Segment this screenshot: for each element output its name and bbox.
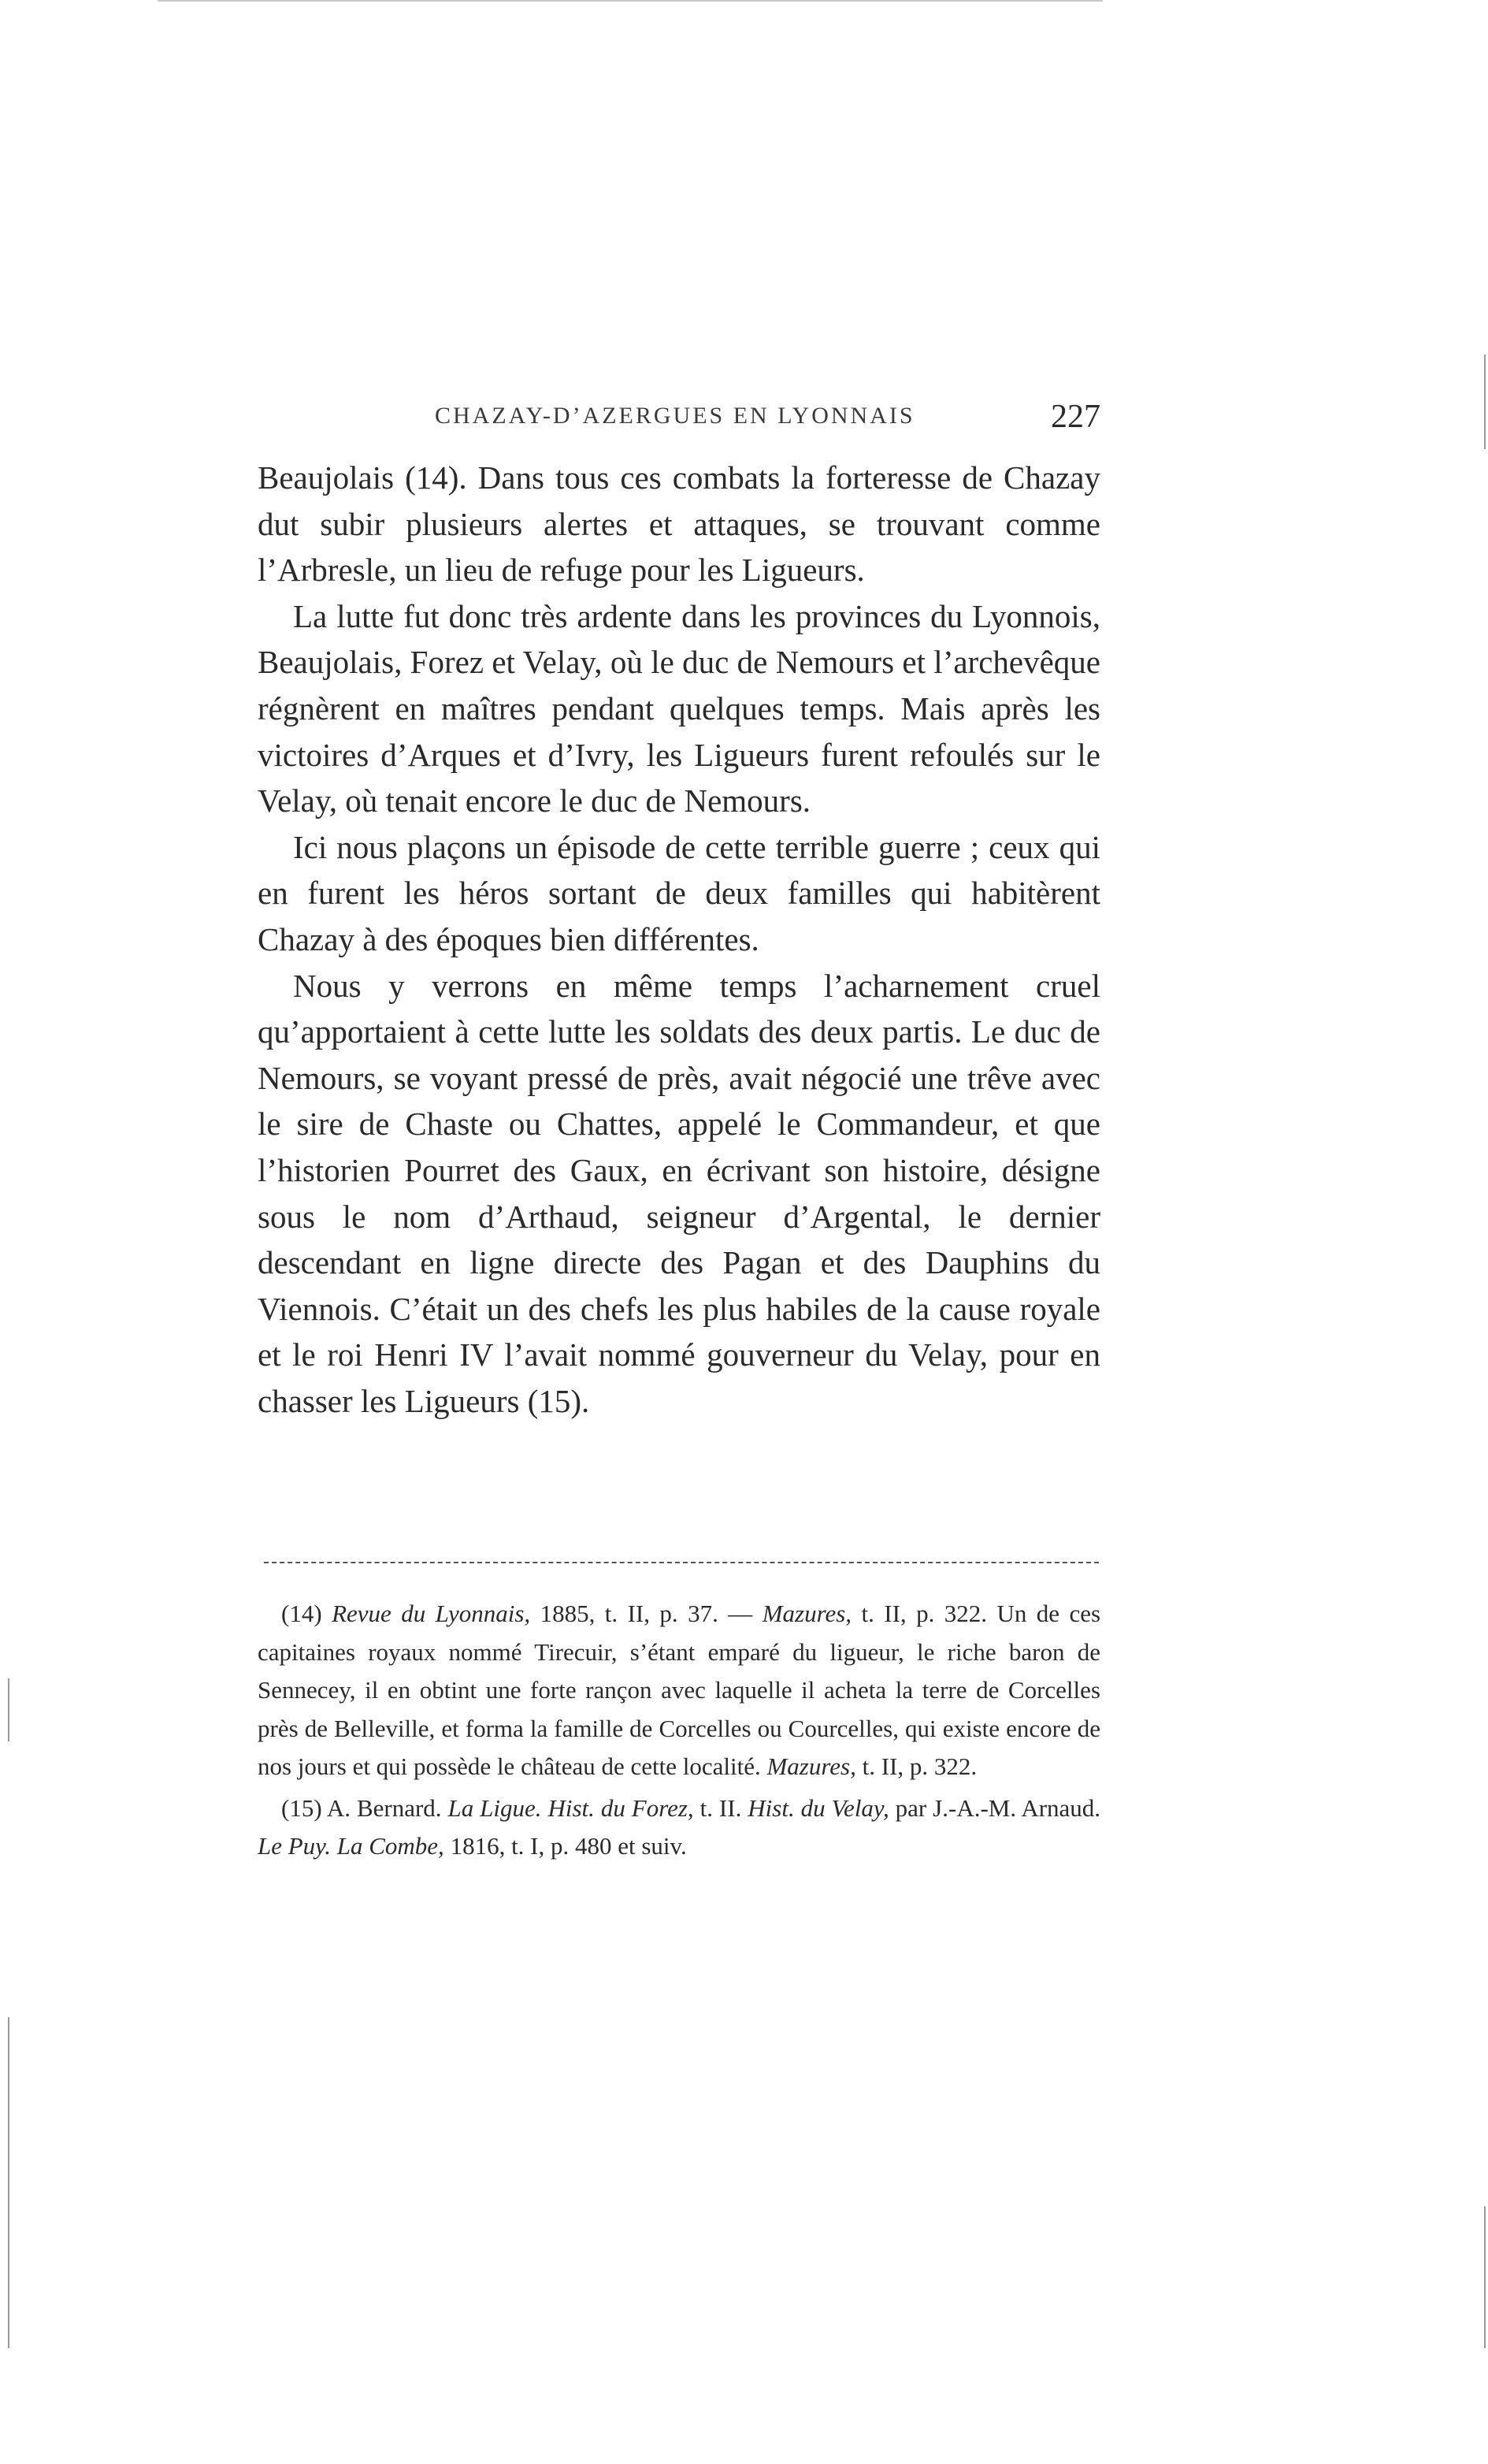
footnote-15-ref-3: 1816, t. I, p. 480 et suiv. bbox=[450, 1832, 687, 1860]
running-title: CHAZAY-D’AZERGUES EN LYONNAIS bbox=[435, 403, 915, 429]
footnote-14-title-3: Mazures, bbox=[766, 1752, 856, 1780]
scan-artifact-top bbox=[158, 0, 1103, 2]
footnote-15-ref-2: par J.-A.-M. Arnaud. bbox=[895, 1793, 1101, 1822]
footnote-14-ref-2: t. II, p. 322. Un de ces capitaines royaux nommé Tirecuir, s’étant emparé du ligueur, le riche baron de Sennecey, il en obtint une forte rançon avec laquelle il acheta la terre de Corcelles près de Belleville, et forma la famille de Corcelles ou Courcelles, qui existe encore de nos jours et qui possède le château de cette localité. bbox=[258, 1600, 1101, 1780]
paragraph-3: Ici nous plaçons un épisode de cette terrible guerre ; ceux qui en furent les héros sortant de deux familles qui habitèrent Chazay à des époques bien différentes. bbox=[258, 828, 1100, 957]
paragraph-1: Beaujolais (14). Dans tous ces combats la forteresse de Chazay dut subir plusieurs alertes et attaques, se trouvant comme l’Arbresle, un lieu de refuge pour les Ligueurs. bbox=[258, 459, 1100, 589]
footnote-14-title-1: Revue du Lyonnais, bbox=[332, 1600, 531, 1627]
footnotes bbox=[258, 1595, 1100, 1866]
footnote-15-ref-1: t. II. bbox=[699, 1793, 742, 1822]
paragraph-4: Nous y verrons en même temps l’acharnement cruel qu’apportaient à cette lutte les soldats des deux partis. Le duc de Nemours, se voyant pressé de près, avait négocié une trêve avec le sire de Chaste ou Chattes, appelé le Commandeur, et que l’historien Pourret des Gaux, en écrivant son histoire, désigne sous le nom d’Arthaud, seigneur d’Argental, le dernier descendant en ligne directe des Pagan et des Dauphins du Viennois. C’était un des chefs les plus habiles de la cause royale et le roi Henri IV l’avait nommé gouverneur du Velay, pour en chasser les Ligueurs (15). bbox=[258, 967, 1100, 1419]
scan-artifact-right-2 bbox=[1484, 2206, 1486, 2348]
footnote-15-title-2: Hist. du Velay, bbox=[748, 1793, 889, 1822]
paragraph-2: La lutte fut donc très ardente dans les provinces du Lyonnois, Beaujolais, Forez et Velay, où le duc de Nemours et l’archevêque régnèrent en maîtres pendant quelques temps. Mais après les victoires d’Arques et d’Ivry, les Ligueurs furent refoulés sur le Velay, où tenait encore le duc de Nemours. bbox=[258, 597, 1100, 819]
page-number: 227 bbox=[1051, 399, 1100, 435]
footnote-15-title-1: La Ligue. Hist. du Forez, bbox=[447, 1793, 694, 1822]
footnote-14-mark: (14) bbox=[281, 1600, 322, 1627]
footnote-15-mark: (15) bbox=[281, 1793, 322, 1822]
footnote-14-ref-1: 1885, t. II, p. 37. — bbox=[540, 1600, 753, 1627]
scan-artifact-left-2 bbox=[8, 2017, 9, 2348]
footnote-15-place: Le Puy. La Combe, bbox=[258, 1832, 444, 1860]
footnote-15 bbox=[258, 1789, 1100, 1866]
footnote-14 bbox=[258, 1595, 1100, 1786]
main-text bbox=[258, 455, 1100, 1424]
footnote-14-ref-3: t. II, p. 322. bbox=[862, 1752, 978, 1780]
page-header bbox=[258, 398, 1100, 445]
scan-artifact-right-1 bbox=[1484, 355, 1486, 449]
footnote-separator bbox=[264, 1562, 1099, 1563]
scan-artifact-left-1 bbox=[8, 1678, 9, 1741]
footnote-15-author: A. Bernard. bbox=[326, 1793, 442, 1822]
footnote-14-title-2: Mazures, bbox=[762, 1600, 852, 1627]
